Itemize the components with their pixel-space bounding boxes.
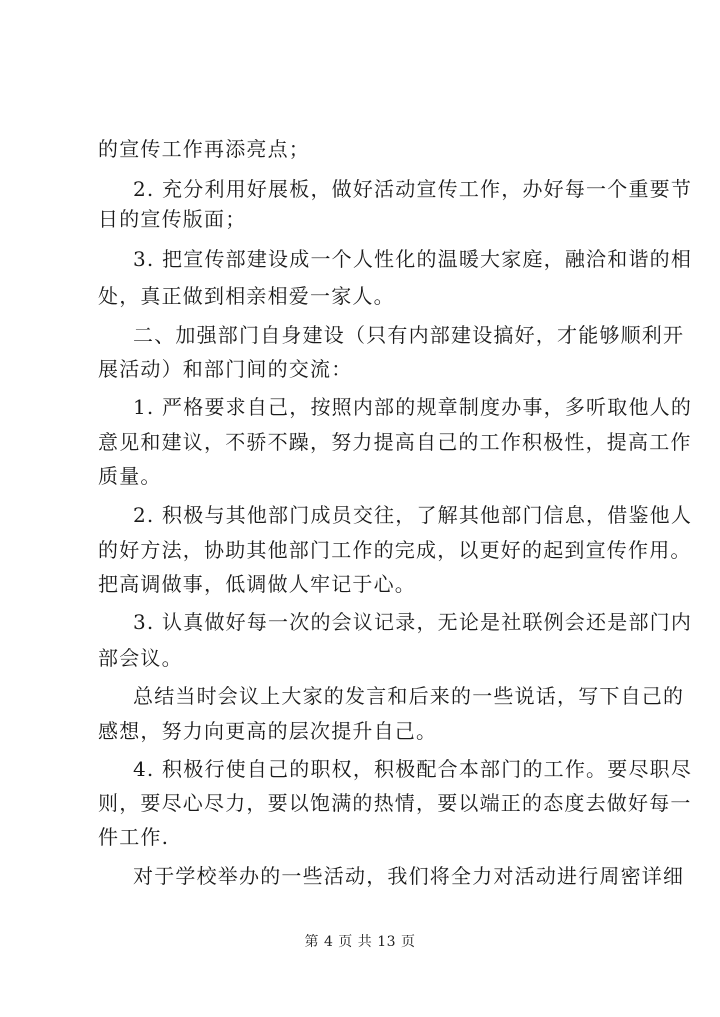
text-line: 部会议。 — [98, 646, 183, 670]
text-line: 2. 充分利用好展板，做好活动宣传工作，办好每一个重要节 — [133, 177, 693, 201]
text-line: 总结当时会议上大家的发言和后来的一些说话，写下自己的 — [133, 684, 685, 708]
text-line: 把高调做事，低调做人牢记于心。 — [98, 572, 416, 596]
text-line: 3. 把宣传部建设成一个人性化的温暖大家庭，融洽和谐的相 — [133, 247, 693, 271]
text-line: 处，真正做到相亲相爱一家人。 — [98, 284, 395, 308]
text-line: 日的宣传版面； — [98, 207, 247, 231]
text-line: 1. 严格要求自己，按照内部的规章制度办事，多听取他人的 — [133, 395, 693, 419]
text-line: 4. 积极行使自己的职权，积极配合本部门的工作。要尽职尽 — [133, 757, 693, 781]
text-line: 的好方法，协助其他部门工作的完成，以更好的起到宣传作用。 — [98, 538, 692, 562]
text-line: 展活动）和部门间的交流： — [98, 357, 353, 381]
text-line: 对于学校举办的一些活动，我们将全力对活动进行周密详细 — [133, 864, 685, 888]
text-line: 3. 认真做好每一次的会议记录，无论是社联例会还是部门内 — [133, 610, 693, 634]
page-footer: 第 4 页 共 13 页 — [304, 934, 416, 950]
text-line: 质量。 — [98, 464, 162, 488]
text-line: 则，要尽心尽力，要以饱满的热情，要以端正的态度去做好每一 — [98, 791, 692, 815]
text-line: 的宣传工作再添亮点； — [98, 137, 310, 161]
section-heading: 二、加强部门自身建设（只有内部建设搞好，才能够顺利开 — [133, 323, 685, 347]
text-line: 感想，努力向更高的层次提升自己。 — [98, 719, 438, 743]
text-line: 意见和建议，不骄不躁，努力提高自己的工作积极性，提高工作 — [98, 430, 692, 454]
text-line: 2. 积极与其他部门成员交往，了解其他部门信息，借鉴他人 — [133, 503, 693, 527]
text-line: 件工作. — [98, 825, 170, 849]
